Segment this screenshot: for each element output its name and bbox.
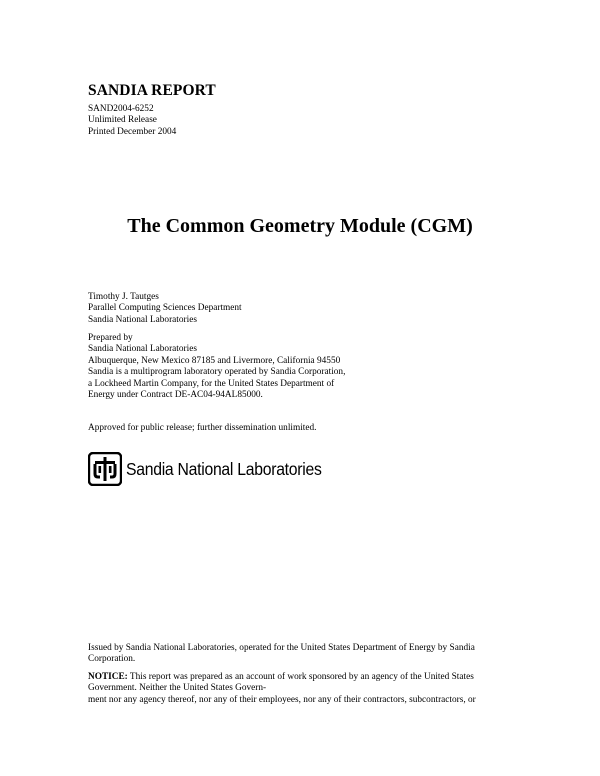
author-block bbox=[88, 292, 242, 326]
notice-text: This report was prepared as an account of work sponsored by an agency of the United States bbox=[127, 672, 474, 682]
prepared-line: Sandia is a multiprogram laboratory operated by Sandia Corporation, bbox=[88, 367, 346, 378]
prepared-line: Energy under Contract DE-AC04-94AL85000. bbox=[88, 390, 263, 401]
prepared-line: Prepared by bbox=[88, 333, 133, 343]
issued-by-statement bbox=[88, 643, 508, 666]
prepared-by-block bbox=[88, 333, 345, 401]
author-department: Parallel Computing Sciences Department bbox=[88, 303, 242, 314]
notice-line: ment nor any agency thereof, nor any of their employees, nor any of their contractors, subcontractors, or bbox=[88, 694, 476, 705]
sandia-logo bbox=[88, 452, 343, 486]
report-meta bbox=[88, 104, 176, 138]
issued-line: Issued by Sandia National Laboratories, operated for the United States Department of Energy by Sandia bbox=[88, 643, 475, 653]
report-number: SAND2004-6252 bbox=[88, 104, 154, 114]
author-organization: Sandia National Laboratories bbox=[88, 314, 197, 325]
document-title: The Common Geometry Module (CGM) bbox=[127, 215, 473, 237]
notice-statement bbox=[88, 672, 508, 706]
report-heading: SANDIA REPORT bbox=[88, 82, 216, 99]
release-status: Unlimited Release bbox=[88, 115, 157, 126]
notice-line: Government. Neither the United States Govern- bbox=[88, 683, 267, 694]
sandia-thunderbird-logo-icon bbox=[88, 452, 122, 486]
prepared-line: a Lockheed Martin Company, for the United States Department of bbox=[88, 378, 335, 389]
issued-line: Corporation. bbox=[88, 654, 136, 665]
notice-first-line bbox=[88, 672, 508, 683]
print-date: Printed December 2004 bbox=[88, 126, 177, 137]
notice-label: NOTICE: bbox=[88, 672, 128, 682]
author-name: Timothy J. Tautges bbox=[88, 292, 159, 302]
approval-statement: Approved for public release; further dissemination unlimited. bbox=[88, 423, 317, 433]
prepared-line: Albuquerque, New Mexico 87185 and Livermore, California 94550 bbox=[88, 355, 341, 366]
prepared-line: Sandia National Laboratories bbox=[88, 344, 197, 355]
logo-text: Sandia National Laboratories bbox=[126, 458, 322, 479]
